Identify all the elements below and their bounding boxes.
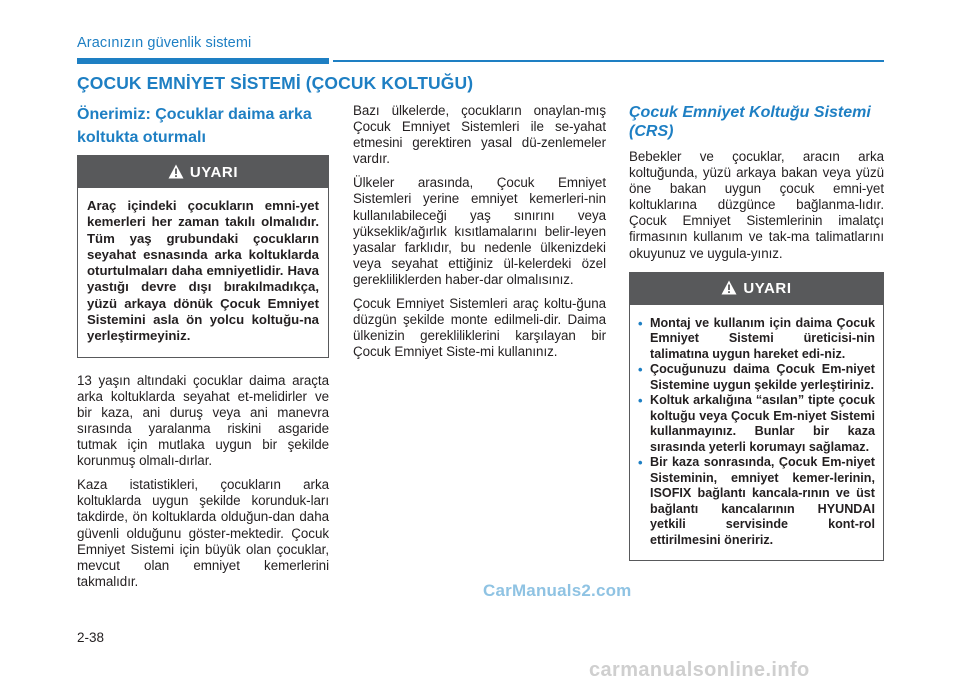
warning-triangle-icon xyxy=(721,280,737,295)
paragraph: Bebekler ve çocuklar, aracın arka koltuğunda, yüzü arkaya bakan veya yüzü öne bakan uygun çocuk emni-yet koltuklarına düzgünce bağlanma-lıdır. Çocuk Emniyet Sistemlerinin imalatçı firmasının kullanım ve tak-ma talimatlarını okuyunuz ve uygula-yınız. xyxy=(629,149,884,261)
bullet-icon: • xyxy=(638,362,643,378)
paragraph: Ülkeler arasında, Çocuk Emniyet Sistemleri yerine emniyet kemerleri-nin kullanılabileceği yaş sınırını veya yükseklik/ağırlık kısıtlamalarını belir-leyen yasalar farklıdır, bu nedenle ülkenizdeki veya seyahat ettiğiniz ül-kelerdeki özel gerekliliklerden haber-dar olmalısınız. xyxy=(353,175,606,287)
warning-label: UYARI xyxy=(743,280,792,298)
column-middle xyxy=(353,103,606,368)
footer-watermark: carmanualsonline.info xyxy=(589,659,810,681)
recommendation-heading: Önerimiz: Çocuklar daima arka koltukta oturmalı xyxy=(77,106,312,146)
header-rule-thin xyxy=(333,60,884,62)
warning-list xyxy=(638,316,875,549)
warning-box-1 xyxy=(77,155,329,358)
list-item: • Montaj ve kullanım için daima Çocuk Emniyet Sistemi üreticisi-nin talimatına uygun hareket edi-niz. xyxy=(638,315,875,361)
column-left xyxy=(77,103,329,598)
paragraph: Çocuk Emniyet Sistemleri araç koltu-ğuna düzgün şekilde monte edilmeli-dir. Daima ülkenizin gerekliliklerini karşılayan bir Çocuk Emniyet Siste-mi kullanınız. xyxy=(353,296,606,360)
paragraph: 13 yaşın altındaki çocuklar daima araçta arka koltuklarda seyahat et-melidirler ve bir kaza, ani duruş veya ani manevra sırasında yaralanma riskini asgaride tutmak için mutlaka uygun bir şekilde korunmuş olmalı-dırlar. xyxy=(77,372,329,469)
bullet-icon: • xyxy=(638,315,643,331)
bullet-icon: • xyxy=(638,455,643,471)
crs-heading: Çocuk Emniyet Koltuğu Sistemi (CRS) xyxy=(629,104,871,140)
warning-text: Araç içindeki çocukların emni-yet kemerleri her zaman takılı olmalıdır. Tüm yaş grubundaki çocukların seyahat esnasında arka koltuklarda oturtulmaları daha emniyetlidir. Hava yastığı devre dışı bırakılmadıkça, yüzü arkaya dönük Çocuk Emniyet Sistemini asla ön yolcu koltuğu-na yerleştirmeyiniz. xyxy=(87,198,319,344)
warning-list-container xyxy=(630,305,883,561)
column-right xyxy=(629,103,884,561)
warning-triangle-icon xyxy=(168,164,184,179)
warning-header xyxy=(78,156,328,188)
page-title: ÇOCUK EMNİYET SİSTEMİ (ÇOCUK KOLTUĞU) xyxy=(77,73,474,93)
warning-header xyxy=(630,273,883,305)
bullet-icon: • xyxy=(638,393,643,409)
list-item: • Bir kaza sonrasında, Çocuk Em-niyet Sisteminin, emniyet kemer-lerinin, ISOFIX bağlantı kancala-rının ve üst bağlantı kancalarının HYUNDAI yetkili servisinde kont-rol ettirilmesini öneririz. xyxy=(638,455,875,547)
header-rule-thick xyxy=(77,58,329,64)
list-item: • Çocuğunuzu daima Çocuk Em-niyet Sistemine uygun şekilde yerleştiriniz. xyxy=(638,362,875,392)
watermark: CarManuals2.com xyxy=(483,581,632,600)
paragraph: Bazı ülkelerde, çocukların onaylan-mış Çocuk Emniyet Sistemleri ile se-yahat etmesini gerektiren yasal dü-zenlemeler vardır. xyxy=(353,103,606,167)
warning-box-2 xyxy=(629,272,884,562)
page-number: 2-38 xyxy=(77,630,105,645)
paragraph: Kaza istatistikleri, çocukların arka koltuklarda uygun şekilde korunduk-ları takdirde, ön koltuklarda olduğun-dan daha güvenli olduğunu göster-mektedir. Çocuk Emniyet Sistemi için büyük olan çocuklar, mevcut olan emniyet kemerlerini takmalıdır. xyxy=(77,477,329,589)
list-item: • Koltuk arkalığına “asılan” tipte çocuk koltuğu veya Çocuk Em-niyet Sistemi kullanmayınız. Bunlar bir kaza sırasında yeterli korumayı sağlamaz. xyxy=(638,393,875,454)
warning-label: UYARI xyxy=(189,163,239,181)
section-label: Aracınızın güvenlik sistemi xyxy=(77,35,252,51)
